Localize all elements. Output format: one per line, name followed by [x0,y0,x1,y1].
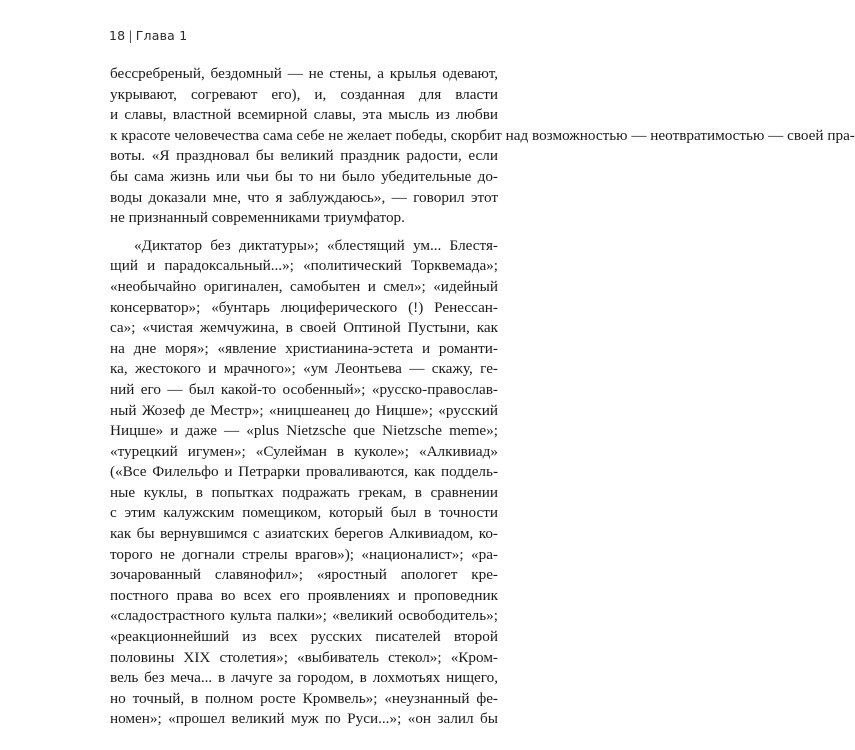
text-line: с этим калужским помещиком, который был в точности [110,504,498,522]
text-line: «необычайно оригинален, самобытен и смел»; «идейный [110,277,498,295]
text-line: воды доказали мне, что я заблуждаюсь», — говорил этот [110,188,498,206]
text-line: са»; «чистая жемчужина, в своей Оптиной Пустыни, как [110,319,498,337]
text-line: но точный, в полном росте Кромвель»; «неузнанный фе- [110,689,498,707]
paragraph-gap [110,229,498,236]
text-line: ний его — был какой-то особенный»; «русско-православ- [110,380,498,398]
text-line: ка, жестокого и мрачного»; «ум Леонтьева — скажу, ге- [110,360,498,378]
header-separator: | [128,28,133,43]
text-line: ные куклы, в попытках подражать грекам, в сравнении [110,483,498,501]
body-text [110,64,855,730]
text-line: бы сама жизнь или чьи бы то ни было убедительные до- [110,167,498,185]
text-line: «Диктатор без диктатуры»; «блестящий ум... Блестя- [134,236,498,254]
text-line: Ницше» и даже — «plus Nietzsche que Nietzsche meme»; [110,422,498,440]
text-line: номен»; «прошел великий муж по Руси...»; «он залил бы [110,710,498,728]
chapter-title: Глава 1 [135,28,188,43]
text-line: «турецкий игумен»; «Сулейман в куколе»; «Алкивиад» [110,442,498,460]
text-line: торого не догнали стрелы врагов»); «националист»; «ра- [110,545,498,563]
text-line: вель без меча... в лачуге за городом, в лохмотьях нищего, [110,669,498,687]
text-line: зочарованный славянофил»; «яростный апологет кре- [110,566,498,584]
page-number: 18 [109,28,126,43]
text-line: воты. «Я праздновал бы великий праздник радости, если [110,147,498,165]
text-line: и славы, властной всемирной славы, эта мысль из любви [110,106,498,124]
text-line: половины XIX столетия»; «выбиватель стекол»; «Кром- [110,648,498,666]
running-head [109,28,187,43]
text-line: к красоте человечества сама себе не желает победы, скорбит над возможностью — неотвратимостью — своей пра- [110,126,855,144]
text-line: щий и парадоксальный...»; «политический Торквемада»; [110,257,498,275]
paragraph [110,64,855,229]
paragraph [110,236,498,730]
text-line: на дне моря»; «явление христианина-эстета и романти- [110,339,498,357]
text-line: («Все Филельфо и Петрарки проваливаются, как поддель- [110,463,498,481]
text-line: как бы вернувшимся с азиатских берегов Алкивиадом, ко- [110,525,498,543]
text-line: консерватор»; «бунтарь люциферического (!) Ренессан- [110,298,498,316]
text-line: ный Жозеф де Местр»; «ницшеанец до Ницше»; «русский [110,401,498,419]
text-line: не признанный современниками триумфатор. [110,209,405,227]
text-line: бессребреный, бездомный — не стены, а крылья одевают, [110,65,498,82]
text-line: «реакционнейший из всех русских писателей второй [110,628,498,646]
text-line: укрывают, согревают его), и, созданная для власти [110,85,498,103]
text-line: «сладострастного культа палки»; «великий освободитель»; [110,607,498,625]
text-line: постного права во всех его проявлениях и проповедник [110,586,498,604]
